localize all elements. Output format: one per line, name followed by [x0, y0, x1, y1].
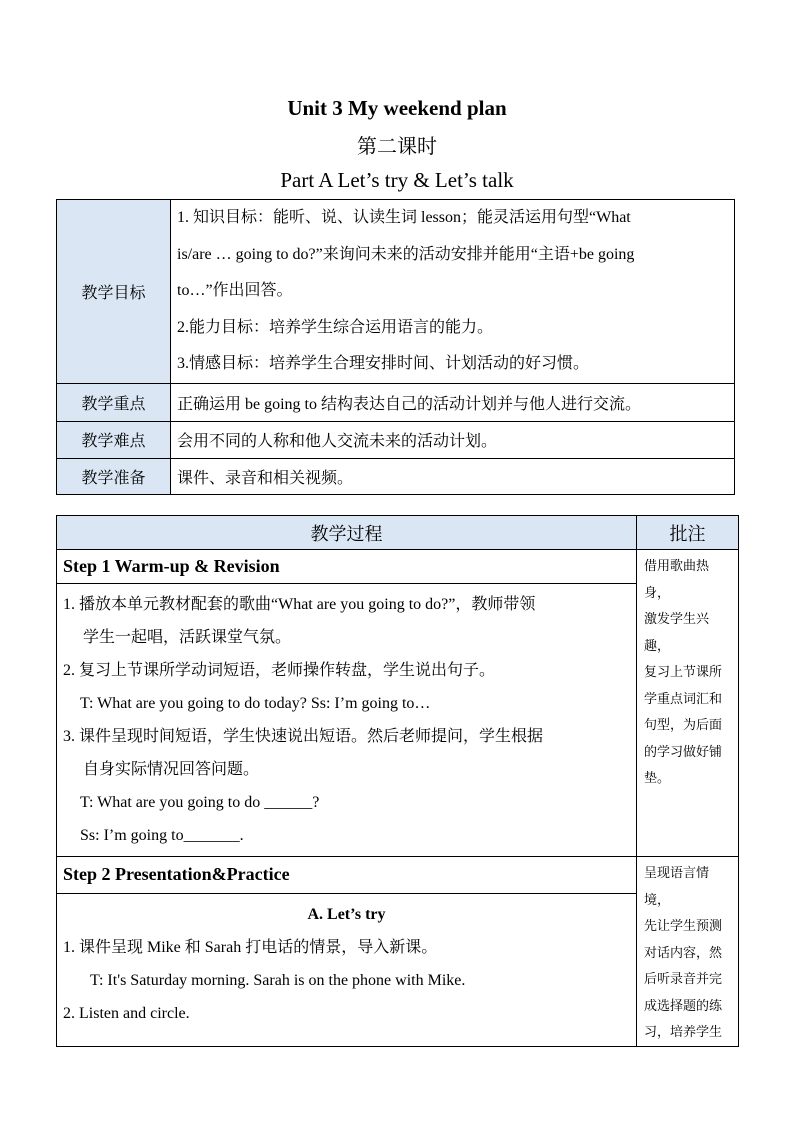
step1-title: Step 1 Warm-up & Revision [57, 550, 637, 584]
key-points-content: 正确运用 be going to 结构表达自己的活动计划并与他人进行交流。 [171, 383, 735, 421]
step2-subheading: A. Let’s try [307, 905, 386, 923]
process-header: 教学过程 [57, 516, 637, 550]
step1-line: 学生一起唱，活跃课堂气氛。 [83, 629, 292, 646]
goals-line: 1. 知识目标：能听、说、认读生词 lesson；能灵活运用句型“What [177, 209, 631, 226]
note-line: 激发学生兴趣， [644, 611, 710, 653]
preparation-content: 课件、录音和相关视频。 [171, 458, 735, 494]
step2-body [57, 893, 637, 1046]
note-line: 垫。 [644, 770, 671, 785]
goals-label: 教学目标 [57, 200, 171, 384]
note-line: 先让学生预测 [644, 918, 723, 933]
difficulties-content: 会用不同的人称和他人交流未来的活动计划。 [171, 421, 735, 458]
note-line: 后听录音并完 [644, 971, 723, 986]
notes-header: 批注 [637, 516, 739, 550]
objectives-table [56, 199, 735, 495]
lesson-part: Part A Let’s try & Let’s talk [280, 168, 514, 192]
step2-line: 2. Listen and circle. [63, 1004, 190, 1022]
note-line: 习，培养学生 [644, 1024, 723, 1039]
step2-note [637, 857, 739, 1047]
note-line: 学重点词汇和 [644, 690, 723, 706]
note-line: 呈现语言情境， [644, 865, 710, 907]
goals-line: to…”作出回答。 [177, 282, 293, 300]
preparation-label: 教学准备 [57, 458, 171, 494]
note-line: 的学习做好铺 [644, 743, 723, 759]
goals-line: 3.情感目标：培养学生合理安排时间、计划活动的好习惯。 [177, 355, 590, 373]
note-line: 对话内容，然 [644, 944, 723, 960]
step1-line: Ss: I’m going to_______. [80, 827, 244, 844]
process-table [56, 515, 739, 1047]
goals-content [171, 200, 735, 384]
note-line: 复习上节课所 [644, 664, 723, 679]
step1-line: T: What are you going to do ______? [80, 794, 320, 811]
step2-line: 1. 课件呈现 Mike 和 Sarah 打电话的情景，导入新课。 [63, 938, 438, 956]
step2-title: Step 2 Presentation&Practice [57, 857, 637, 894]
goals-line: is/are … going to do?”来询问未来的活动安排并能用“主语+be going [177, 245, 635, 263]
step1-line: 自身实际情况回答问题。 [83, 761, 260, 778]
document-title: Unit 3 My weekend plan [287, 96, 507, 120]
step1-note [637, 550, 739, 857]
key-points-label: 教学重点 [57, 383, 171, 421]
difficulties-label: 教学难点 [57, 421, 171, 458]
note-line: 句型，为后面 [644, 717, 723, 732]
step1-line: 1. 播放本单元教材配套的歌曲“What are you going to do?”，教师带领 [63, 596, 536, 613]
step1-line: 2. 复习上节课所学动词短语，老师操作转盘，学生说出句子。 [63, 662, 496, 679]
step1-line: 3. 课件呈现时间短语，学生快速说出短语。然后老师提问，学生根据 [63, 728, 544, 745]
note-line: 借用歌曲热身， [644, 558, 710, 600]
step2-line: T: It's Saturday morning. Sarah is on the phone with Mike. [90, 971, 466, 989]
note-line: 成选择题的练 [644, 997, 723, 1013]
lesson-number: 第二课时 [357, 136, 437, 158]
step1-line: T: What are you going to do today? Ss: I’m going to… [80, 695, 431, 712]
goals-line: 2.能力目标：培养学生综合运用语言的能力。 [177, 318, 494, 336]
step1-body [57, 584, 637, 857]
